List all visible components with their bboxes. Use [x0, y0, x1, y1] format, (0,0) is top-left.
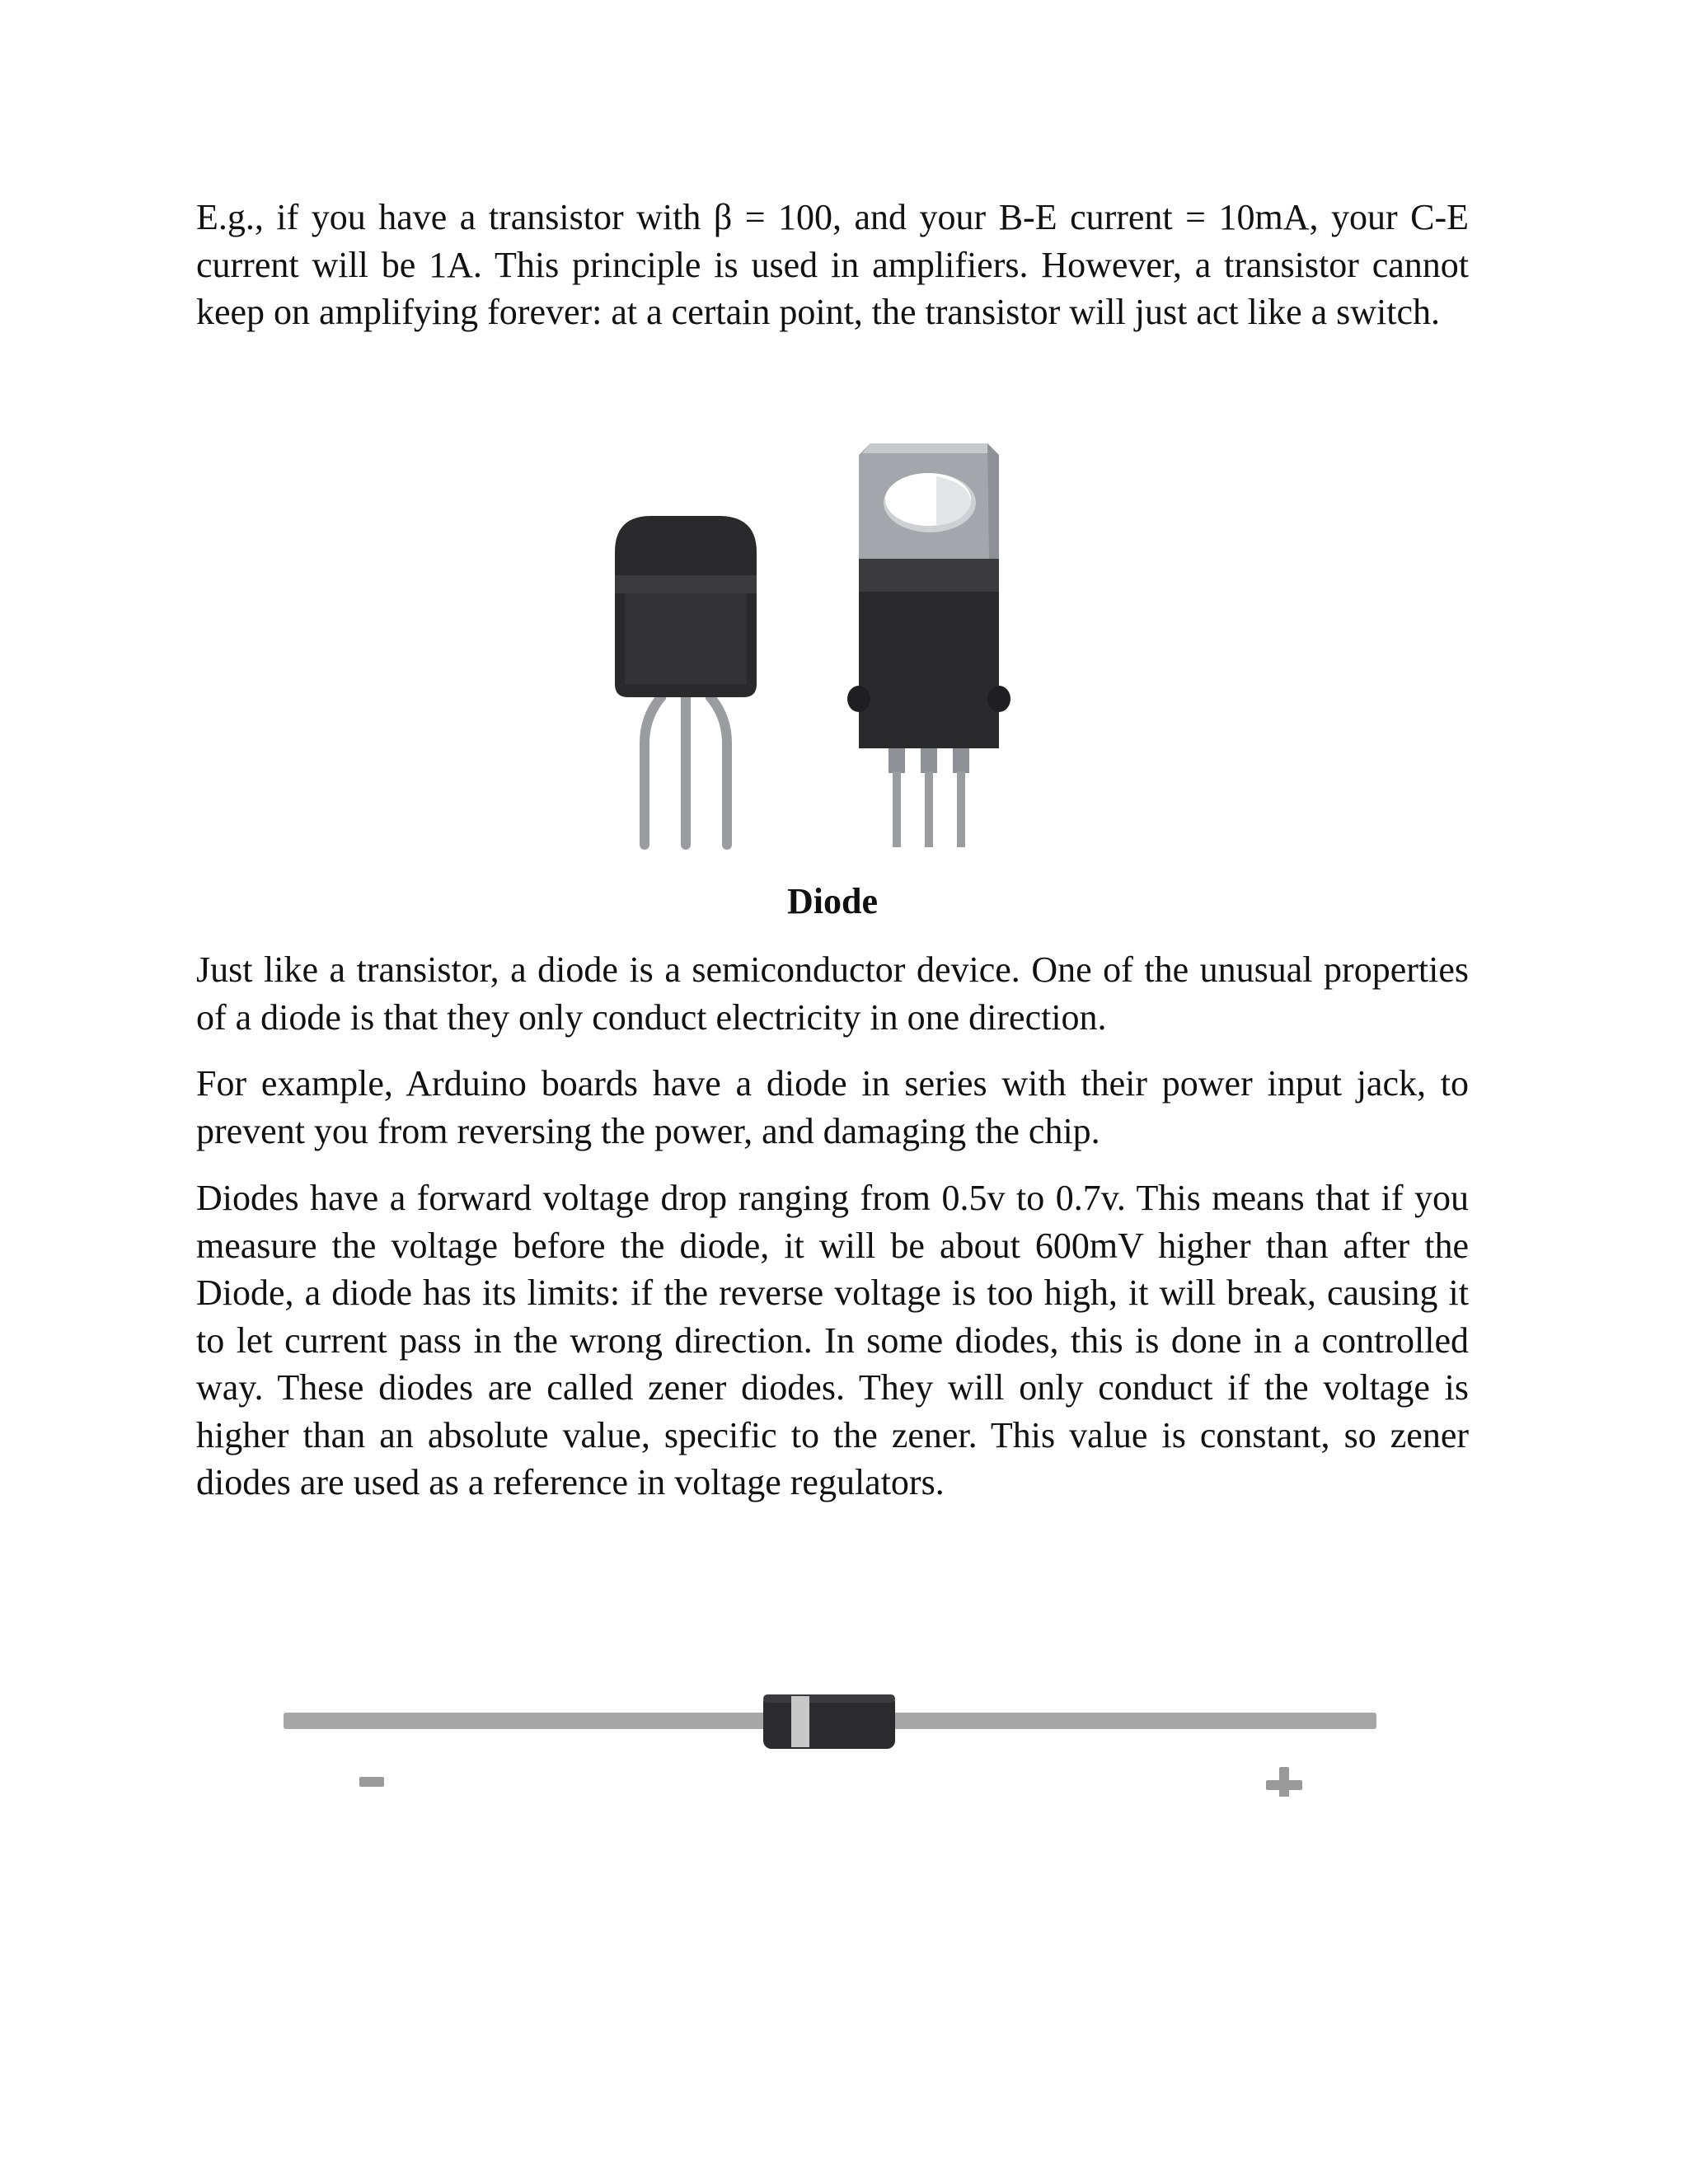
to220-transistor [847, 443, 1010, 847]
paragraph-diode-intro: Just like a transistor, a diode is a semiconductor device. One of the unusual properties of a diode is that they only conduct electricity in one direction. [196, 949, 1469, 1038]
paragraph-transistor-gain: E.g., if you have a transistor with β = 100, and your B-E current = 10mA, your C-E current will be 1A. This principle is used in amplifiers. However, a transistor cannot keep on amplifying forever: at a certain point, the transistor will just act like a switch. [196, 197, 1469, 332]
transistor-packages-icon [602, 437, 1096, 857]
paragraph-forward-voltage: Diodes have a forward voltage drop ranging from 0.5v to 0.7v. This means that if you measure the voltage before the diode, it will be about 600mV higher than after the Diode, a diode has its limits: if the reverse voltage is too high, it will break, causing it to let current pass in the wrong direction. In some diodes, this is done in a controlled way. These diodes are called zener diodes. They will only conduct if the voltage is higher than an absolute value, specific to the zener. This value is constant, so zener diodes are used as a reference in voltage regulators. [196, 1178, 1469, 1502]
paragraph-arduino-example: For example, Arduino boards have a diode in series with their power input jack, to prevent you from reversing the power, and damaging the chip. [196, 1063, 1469, 1151]
to92-transistor [615, 516, 757, 845]
diode-icon [272, 1665, 1393, 1797]
minus-icon [359, 1777, 384, 1787]
section-heading-diode: Diode [787, 881, 878, 921]
transistor-illustration [602, 437, 1096, 857]
plus-icon [1266, 1767, 1302, 1797]
diode-illustration [272, 1665, 1393, 1797]
